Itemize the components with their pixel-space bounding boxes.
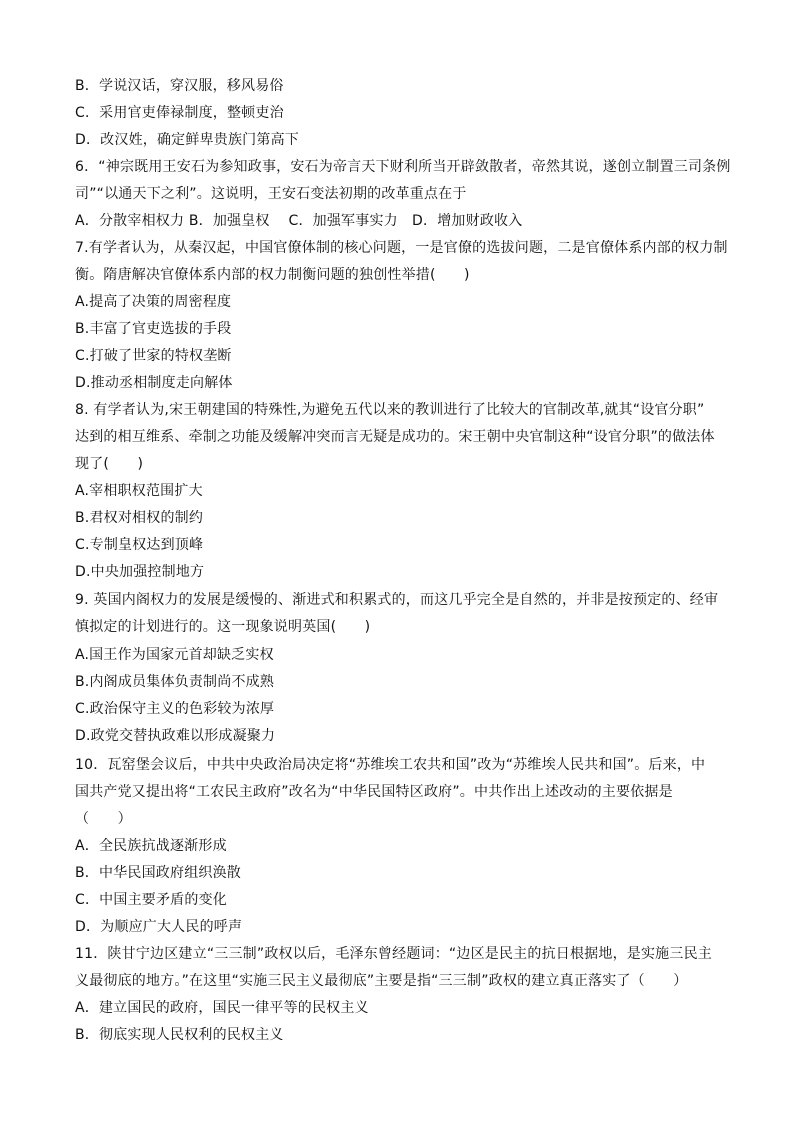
question-10-option-b: B．中华民国政府组织涣散	[75, 865, 242, 881]
question-9-line-2: 慎拟定的计划进行的。这一现象说明英国( )	[75, 619, 371, 635]
question-11-line-1: 11．陕甘宁边区建立“三三制”政权以后，毛泽东曾经题词：“边区是民主的抗日根据地，是实施三民主	[75, 946, 712, 962]
question-11-line-2: 义最彻底的地方。”在这里“实施三民主义最彻底”主要是指“三三制”政权的建立真正落实了（ ）	[75, 973, 688, 989]
question-8-line-2: 达到的相互维系、牵制之功能及缓解冲突而言无疑是成功的。宋王朝中央官制这种“设官分职”的做法体	[75, 429, 715, 445]
question-10-line-3: （ ）	[75, 811, 132, 827]
question-8-option-a: A.宰相职权范围扩大	[75, 483, 203, 499]
question-8-line-3: 现了( )	[75, 456, 144, 472]
option-d-line: D．改汉姓，确定鲜卑贵族门第高下	[75, 132, 299, 148]
question-10-option-c: C．中国主要矛盾的变化	[75, 892, 227, 908]
question-6-line-2: 司”“以通天下之利”。这说明，王安石变法初期的改革重点在于	[75, 186, 467, 202]
question-11-option-b: B．彻底实现人民权利的民权主义	[75, 1027, 284, 1043]
question-9-option-b: B.内阁成员集体负责制尚不成熟	[75, 674, 275, 690]
question-9-line-1: 9. 英国内阁权力的发展是缓慢的、渐进式和积累式的，而这几乎完全是自然的，并非是按预定的、经审	[75, 592, 719, 608]
question-10-option-a: A．全民族抗战逐渐形成	[75, 838, 227, 854]
question-7-option-a: A.提高了决策的周密程度	[75, 294, 232, 310]
question-7-line-1: 7.有学者认为，从秦汉起，中国官僚体制的核心问题，一是官僚的选拔问题，二是官僚体系内部的权力制	[75, 240, 728, 256]
question-10-line-1: 10．瓦窑堡会议后，中共中央政治局决定将“苏维埃工农共和国”改为“苏维埃人民共和国”。后来，中	[75, 757, 706, 773]
question-11-option-a: A．建立国民的政府，国民一律平等的民权主义	[75, 1000, 369, 1016]
question-9-option-c: C.政治保守主义的色彩较为浓厚	[75, 701, 275, 717]
question-9-option-a: A.国王作为国家元首却缺乏实权	[75, 647, 274, 663]
question-7-option-d: D.推动丞相制度走向解体	[75, 375, 233, 391]
option-b-line: B．学说汉话，穿汉服，移风易俗	[75, 78, 284, 94]
question-6-line-1: 6．“神宗既用王安石为参知政事，安石为帝言天下财利所当开辟敛散者，帝然其说，遂创立制置三司条例	[75, 159, 731, 175]
question-8-line-1: 8. 有学者认为,宋王朝建国的特殊性,为避免五代以来的教训进行了比较大的官制改革,就其“设官分职”	[75, 402, 705, 418]
question-8-option-c: C.专制皇权达到顶峰	[75, 537, 204, 553]
question-8-option-b: B.君权对相权的制约	[75, 510, 204, 526]
question-10-line-2: 国共产党又提出将“工农民主政府”改名为“中华民国特区政府”。中共作出上述改动的主要依据是	[75, 784, 673, 800]
question-7-option-b: B.丰富了官吏选拔的手段	[75, 321, 232, 337]
question-6-options: A．分散宰相权力 B．加强皇权 C．加强军事实力 D．增加财政收入	[75, 213, 523, 229]
question-8-option-d: D.中央加强控制地方	[75, 564, 205, 580]
question-7-option-c: C.打破了世家的特权垄断	[75, 348, 232, 364]
question-10-option-d: D．为顺应广大人民的呼声	[75, 919, 243, 935]
question-9-option-d: D.政党交替执政难以形成凝聚力	[75, 728, 276, 744]
question-7-line-2: 衡。隋唐解决官僚体系内部的权力制衡问题的独创性举措( )	[75, 267, 470, 283]
option-c-line: C．采用官吏俸禄制度，整顿吏治	[75, 105, 284, 121]
